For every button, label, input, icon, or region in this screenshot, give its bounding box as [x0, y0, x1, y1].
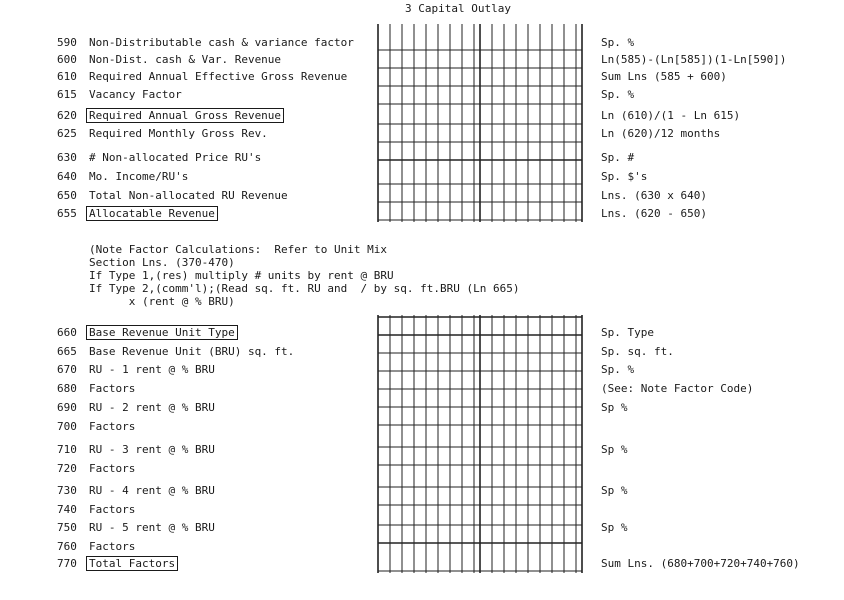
line-label [89, 401, 215, 414]
note-line: x (rent @ % BRU) [89, 295, 235, 308]
line-number: 650 [57, 189, 77, 202]
line-label-text: Factors [89, 420, 136, 433]
line-label-text: # Non-allocated Price RU's [89, 151, 262, 164]
line-formula: Sum Lns. (680+700+720+740+760) [601, 557, 800, 570]
line-number: 665 [57, 345, 77, 358]
line-label [89, 127, 268, 140]
line-number: 625 [57, 127, 77, 140]
note-line: Section Lns. (370-470) [89, 256, 235, 269]
line-formula: Sp. % [601, 88, 635, 101]
line-label [89, 540, 135, 553]
line-formula: Lns. (630 x 640) [601, 189, 707, 202]
boxed-line-label: Required Annual Gross Revenue [86, 108, 284, 123]
line-formula: Sp. $'s [601, 170, 648, 183]
line-number: 770 [57, 557, 77, 570]
line-formula: Sp. % [601, 363, 635, 376]
line-label [89, 109, 284, 122]
line-label [89, 170, 188, 183]
line-label [89, 557, 178, 570]
line-number: 600 [57, 53, 77, 66]
line-label [89, 207, 218, 220]
line-formula: Sp % [601, 484, 628, 497]
line-label-text: Required Monthly Gross Rev. [89, 127, 268, 140]
line-number: 620 [57, 109, 77, 122]
line-formula: Ln(585)-(Ln[585])(1-Ln[590]) [601, 53, 787, 66]
line-formula: (See: Note Factor Code) [601, 382, 754, 395]
line-formula: Lns. (620 - 650) [601, 207, 707, 220]
line-label-text: Non-Dist. cash & Var. Revenue [89, 53, 282, 66]
line-formula: Sp. sq. ft. [601, 345, 674, 358]
line-label [89, 443, 215, 456]
line-label [89, 36, 354, 49]
note-line: (Note Factor Calculations: Refer to Unit Mix [89, 243, 388, 256]
line-label [89, 88, 182, 101]
line-label [89, 326, 238, 339]
boxed-line-label: Allocatable Revenue [86, 206, 218, 221]
entry-grid-bottom [376, 315, 586, 573]
line-label [89, 189, 288, 202]
line-number: 670 [57, 363, 77, 376]
line-label [89, 70, 347, 83]
line-label-text: RU - 3 rent @ % BRU [89, 443, 215, 456]
line-label-text: Total Non-allocated RU Revenue [89, 189, 288, 202]
line-label-text: RU - 2 rent @ % BRU [89, 401, 215, 414]
line-formula: Sp % [601, 401, 628, 414]
line-formula: Sp. Type [601, 326, 654, 339]
line-label [89, 345, 294, 358]
line-label [89, 484, 215, 497]
line-label [89, 462, 135, 475]
line-formula: Ln (610)/(1 - Ln 615) [601, 109, 741, 122]
line-number: 740 [57, 503, 77, 516]
line-label-text: RU - 4 rent @ % BRU [89, 484, 215, 497]
boxed-line-label: Total Factors [86, 556, 178, 571]
line-number: 720 [57, 462, 77, 475]
line-label-text: Factors [89, 540, 136, 553]
line-label [89, 382, 135, 395]
line-formula: Ln (620)/12 months [601, 127, 721, 140]
line-number: 615 [57, 88, 77, 101]
line-number: 630 [57, 151, 77, 164]
line-label-text: Factors [89, 382, 136, 395]
line-label-text: Factors [89, 462, 136, 475]
line-formula: Sp % [601, 521, 628, 534]
line-label [89, 363, 215, 376]
line-number: 710 [57, 443, 77, 456]
line-label-text: Factors [89, 503, 136, 516]
line-number: 590 [57, 36, 77, 49]
line-number: 640 [57, 170, 77, 183]
line-label-text: Mo. Income/RU's [89, 170, 189, 183]
line-label [89, 53, 281, 66]
entry-grid-top [376, 24, 586, 222]
line-label [89, 503, 135, 516]
boxed-line-label: Base Revenue Unit Type [86, 325, 238, 340]
line-label [89, 521, 215, 534]
line-number: 660 [57, 326, 77, 339]
line-label [89, 420, 135, 433]
line-formula: Sp. # [601, 151, 635, 164]
line-label-text: Non-Distributable cash & variance factor [89, 36, 354, 49]
page-header: 3 Capital Outlay [405, 2, 511, 15]
line-label-text: RU - 1 rent @ % BRU [89, 363, 215, 376]
line-label-text: Required Annual Effective Gross Revenue [89, 70, 348, 83]
line-number: 700 [57, 420, 77, 433]
line-formula: Sum Lns (585 + 600) [601, 70, 727, 83]
line-label-text: RU - 5 rent @ % BRU [89, 521, 215, 534]
line-number: 750 [57, 521, 77, 534]
line-formula: Sp % [601, 443, 628, 456]
line-number: 760 [57, 540, 77, 553]
line-number: 690 [57, 401, 77, 414]
line-label [89, 151, 261, 164]
line-number: 730 [57, 484, 77, 497]
line-number: 610 [57, 70, 77, 83]
note-line: If Type 2,(comm'l);(Read sq. ft. RU and / by sq. ft.BRU (Ln 665) [89, 282, 520, 295]
line-label-text: Vacancy Factor [89, 88, 182, 101]
line-number: 680 [57, 382, 77, 395]
line-formula: Sp. % [601, 36, 635, 49]
note-line: If Type 1,(res) multiply # units by rent @ BRU [89, 269, 394, 282]
line-number: 655 [57, 207, 77, 220]
line-label-text: Base Revenue Unit (BRU) sq. ft. [89, 345, 295, 358]
